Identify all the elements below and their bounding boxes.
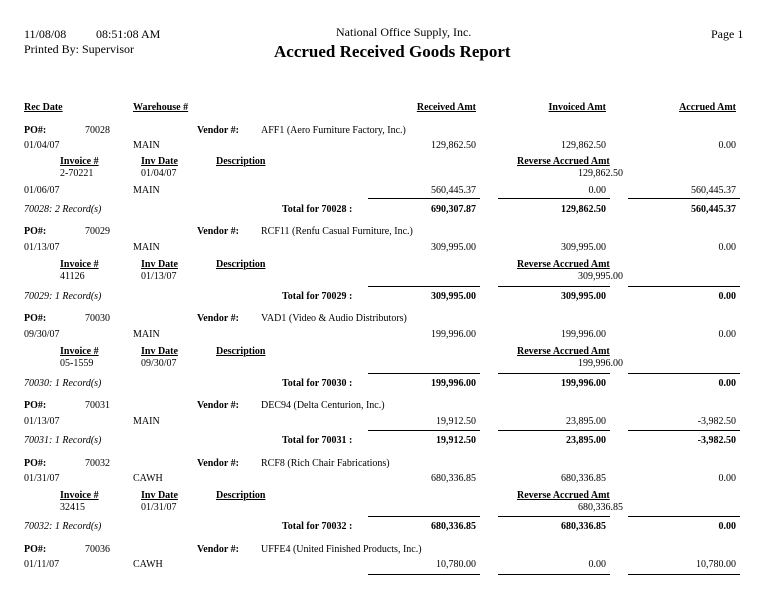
receipt-warehouse: CAWH [133,559,163,570]
po-number: 70032 [85,458,110,469]
receipt-accrued: 560,445.37 [691,185,736,196]
vendor-label: Vendor #: [197,458,239,469]
total-rule [628,516,740,517]
total-rule [368,198,480,199]
receipt-invoiced: 680,336.85 [561,473,606,484]
total-invoiced: 129,862.50 [561,204,606,215]
receipt-date: 01/13/07 [24,242,60,253]
total-rule [628,286,740,287]
receipt-warehouse: MAIN [133,140,160,151]
invoice-date: 01/13/07 [141,271,177,282]
vendor-label: Vendor #: [197,226,239,237]
receipt-invoiced: 199,996.00 [561,329,606,340]
total-accrued: -3,982.50 [697,435,736,446]
receipt-warehouse: MAIN [133,416,160,427]
receipt-received: 19,912.50 [436,416,476,427]
inv-date-header: Inv Date [141,156,178,167]
total-accrued: 0.00 [718,378,736,389]
reverse-accrued-header: Reverse Accrued Amt [517,490,610,501]
receipt-date: 01/06/07 [24,185,60,196]
total-rule [628,373,740,374]
receipt-received: 309,995.00 [431,242,476,253]
invoice-number-header: Invoice # [60,156,99,167]
invoice-number-header: Invoice # [60,346,99,357]
invoice-number-header: Invoice # [60,490,99,501]
printed-by: Printed By: Supervisor [24,42,134,56]
total-received: 19,912.50 [436,435,476,446]
po-number: 70031 [85,400,110,411]
receipt-invoiced: 309,995.00 [561,242,606,253]
vendor-name: DEC94 (Delta Centurion, Inc.) [261,400,385,411]
total-accrued: 0.00 [718,291,736,302]
company-name: National Office Supply, Inc. [336,25,472,39]
reverse-accrued-header: Reverse Accrued Amt [517,346,610,357]
po-number: 70029 [85,226,110,237]
total-invoiced: 23,895.00 [566,435,606,446]
total-received: 199,996.00 [431,378,476,389]
receipt-warehouse: MAIN [133,329,160,340]
total-rule [498,373,610,374]
receipt-received: 560,445.37 [431,185,476,196]
report-time: 08:51:08 AM [96,27,161,41]
po-number: 70036 [85,544,110,555]
receipt-accrued: 0.00 [718,242,736,253]
vendor-name: VAD1 (Video & Audio Distributors) [261,313,407,324]
column-header-rec-date: Rec Date [24,102,63,113]
total-received: 680,336.85 [431,521,476,532]
page-number: Page 1 [711,27,744,41]
po-label: PO#: [24,544,47,555]
receipt-invoiced: 0.00 [588,185,606,196]
vendor-label: Vendor #: [197,400,239,411]
reverse-accrued-amount: 680,336.85 [578,502,623,513]
invoice-date: 01/31/07 [141,502,177,513]
invoice-number: 41126 [60,271,85,282]
total-label: Total for 70028 : [282,204,353,215]
inv-date-header: Inv Date [141,490,178,501]
total-rule [368,516,480,517]
total-rule [628,574,740,575]
receipt-accrued: -3,982.50 [697,416,736,427]
column-header-invoiced: Invoiced Amt [548,102,606,113]
report-date: 11/08/08 [24,27,67,41]
receipt-accrued: 0.00 [718,329,736,340]
receipt-received: 199,996.00 [431,329,476,340]
receipt-received: 680,336.85 [431,473,476,484]
invoice-number: 2-70221 [60,168,94,179]
inv-date-header: Inv Date [141,346,178,357]
total-label: Total for 70031 : [282,435,353,446]
total-rule [498,574,610,575]
vendor-name: UFFE4 (United Finished Products, Inc.) [261,544,422,555]
receipt-received: 10,780.00 [436,559,476,570]
po-number: 70028 [85,125,110,136]
total-accrued: 0.00 [718,521,736,532]
po-label: PO#: [24,226,47,237]
po-label: PO#: [24,313,47,324]
po-label: PO#: [24,400,47,411]
reverse-accrued-header: Reverse Accrued Amt [517,156,610,167]
total-invoiced: 309,995.00 [561,291,606,302]
receipt-accrued: 0.00 [718,140,736,151]
total-accrued: 560,445.37 [691,204,736,215]
inv-date-header: Inv Date [141,259,178,270]
total-invoiced: 680,336.85 [561,521,606,532]
receipt-accrued: 10,780.00 [696,559,736,570]
total-rule [498,286,610,287]
total-invoiced: 199,996.00 [561,378,606,389]
vendor-name: RCF11 (Renfu Casual Furniture, Inc.) [261,226,413,237]
record-count: 70029: 1 Record(s) [24,291,102,302]
receipt-warehouse: CAWH [133,473,163,484]
reverse-accrued-amount: 309,995.00 [578,271,623,282]
receipt-warehouse: MAIN [133,185,160,196]
column-header-warehouse: Warehouse # [133,102,189,113]
total-received: 309,995.00 [431,291,476,302]
po-label: PO#: [24,458,47,469]
po-number: 70030 [85,313,110,324]
receipt-date: 01/13/07 [24,416,60,427]
vendor-label: Vendor #: [197,125,239,136]
invoice-number-header: Invoice # [60,259,99,270]
description-header: Description [216,490,266,501]
receipt-date: 01/04/07 [24,140,60,151]
reverse-accrued-amount: 199,996.00 [578,358,623,369]
invoice-number: 32415 [60,502,85,513]
total-rule [498,430,610,431]
total-rule [498,198,610,199]
record-count: 70032: 1 Record(s) [24,521,102,532]
vendor-label: Vendor #: [197,544,239,555]
receipt-received: 129,862.50 [431,140,476,151]
receipt-warehouse: MAIN [133,242,160,253]
receipt-invoiced: 0.00 [588,559,606,570]
total-label: Total for 70029 : [282,291,353,302]
total-received: 690,307.87 [431,204,476,215]
column-header-received: Received Amt [416,102,476,113]
receipt-date: 01/11/07 [24,559,60,570]
reverse-accrued-header: Reverse Accrued Amt [517,259,610,270]
receipt-date: 09/30/07 [24,329,60,340]
total-label: Total for 70032 : [282,521,353,532]
receipt-date: 01/31/07 [24,473,60,484]
total-label: Total for 70030 : [282,378,353,389]
total-rule [368,286,480,287]
total-rule [628,430,740,431]
vendor-label: Vendor #: [197,313,239,324]
report-title: Accrued Received Goods Report [274,42,511,61]
receipt-accrued: 0.00 [718,473,736,484]
receipt-invoiced: 23,895.00 [566,416,606,427]
receipt-invoiced: 129,862.50 [561,140,606,151]
vendor-name: RCF8 (Rich Chair Fabrications) [261,458,390,469]
total-rule [498,516,610,517]
total-rule [368,373,480,374]
record-count: 70031: 1 Record(s) [24,435,102,446]
vendor-name: AFF1 (Aero Furniture Factory, Inc.) [261,125,406,136]
column-header-accrued: Accrued Amt [679,102,736,113]
description-header: Description [216,346,266,357]
description-header: Description [216,156,266,167]
total-rule [368,430,480,431]
invoice-date: 09/30/07 [141,358,177,369]
po-label: PO#: [24,125,47,136]
invoice-number: 05-1559 [60,358,94,369]
total-rule [628,198,740,199]
record-count: 70030: 1 Record(s) [24,378,102,389]
invoice-date: 01/04/07 [141,168,177,179]
total-rule [368,574,480,575]
description-header: Description [216,259,266,270]
record-count: 70028: 2 Record(s) [24,204,102,215]
reverse-accrued-amount: 129,862.50 [578,168,623,179]
